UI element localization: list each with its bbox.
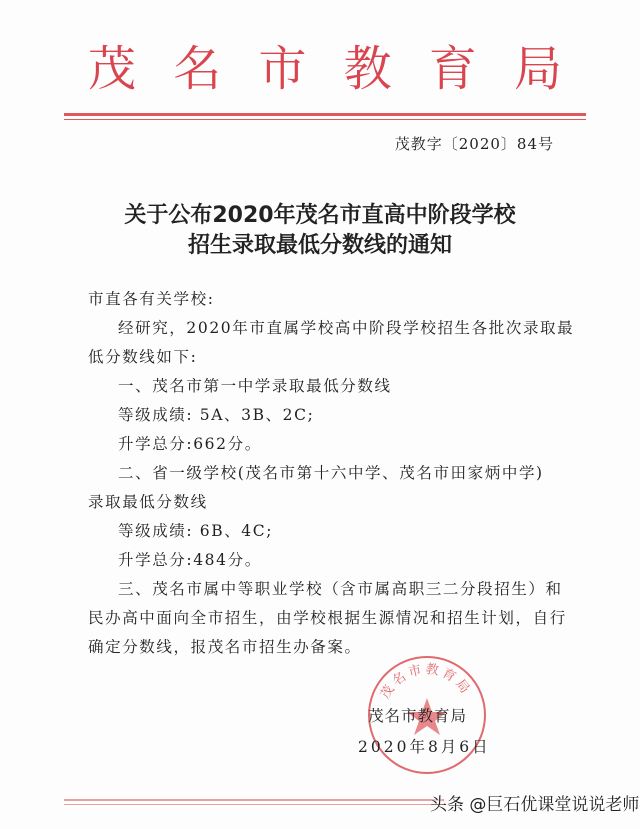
paragraph-line: 三、茂名市属中等职业学校（含市属高职三二分段招生）和 [118,580,563,598]
paragraph-line: 确定分数线，报茂名市招生办备案。 [88,638,362,656]
header-rule-thin [64,119,586,120]
paragraph-line: 升学总分:484分。 [118,551,262,569]
letterhead-char: 教 [343,41,392,97]
paragraph-line: 录取最低分数线 [88,493,208,511]
letterhead-char: 育 [428,41,477,97]
watermark: 头条 @巨石优课堂说说老师 [430,795,640,815]
title-line-2: 招生录取最低分数线的通知 [187,233,452,258]
paragraph-line: 民办高中面向全市招生，由学校根据生源情况和招生计划，自行 [88,609,567,627]
document-number: 茂教字〔2020〕84号 [394,135,554,153]
seal-text: 茂名市教育局 [378,661,474,702]
paragraph-line: 低分数线如下: [88,348,198,366]
letterhead-char: 市 [258,41,307,97]
letterhead [88,30,562,99]
letterhead-char: 局 [513,41,562,97]
footer-rule [64,799,444,801]
salutation: 市直各有关学校: [88,290,215,308]
header-rule [64,113,586,116]
paragraph-line: 等级成绩: 6B、4C; [118,522,274,540]
title-line-1: 关于公布2020年茂名市直高中阶段学校 [124,203,516,228]
paragraph-line: 升学总分:662分。 [118,435,262,453]
signature-date: 2020年8月6日 [358,738,491,756]
paragraph-line: 一、茂名市第一中学录取最低分数线 [118,377,392,395]
letterhead-char: 茂 [88,41,137,97]
signature-org: 茂名市教育局 [368,707,468,725]
paragraph-line: 经研究，2020年市直属学校高中阶段学校招生各批次录取最 [118,319,575,337]
footer-rule-thin [64,804,444,805]
paragraph-line: 二、省一级学校(茂名市第十六中学、茂名市田家炳中学) [118,464,544,482]
svg-text:茂名市教育局 [378,661,474,702]
paragraph-line: 等级成绩: 5A、3B、2C; [118,406,315,424]
letterhead-char: 名 [173,41,222,97]
